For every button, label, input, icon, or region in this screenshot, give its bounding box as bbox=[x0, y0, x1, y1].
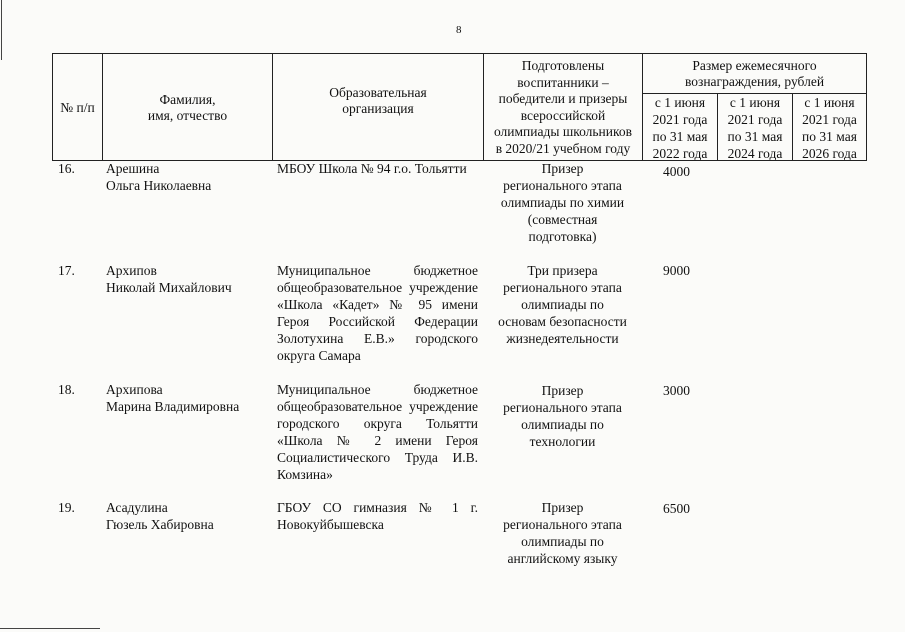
row-number: 17. bbox=[58, 263, 75, 278]
row-organization: ГБОУ СО гимназия № 1 г. Новокуйбышевска bbox=[277, 500, 478, 532]
header-reward: Размер ежемесячного вознаграждения, рублей bbox=[642, 53, 867, 93]
page-number: 8 bbox=[456, 24, 462, 36]
row-number: 16. bbox=[58, 161, 75, 176]
header-org: Образовательная организация bbox=[272, 53, 483, 161]
row-organization: МБОУ Школа № 94 г.о. Тольятти bbox=[277, 161, 467, 176]
header-period-2: с 1 июня 2021 года по 31 мая 2024 года bbox=[717, 93, 792, 161]
row-number: 18. bbox=[58, 382, 75, 397]
row-amount: 4000 bbox=[663, 164, 690, 179]
header-period-3: с 1 июня 2021 года по 31 мая 2026 года bbox=[792, 93, 867, 161]
row-achievement: Три призера регионального этапа олимпиады по основам безопасности жизнедеятельности bbox=[498, 263, 627, 346]
row-name: Архипов Николай Михайлович bbox=[106, 263, 232, 295]
row-achievement: Призер регионального этапа олимпиады по английскому языку bbox=[503, 500, 622, 566]
row-name: Асадулина Гюзель Хабировна bbox=[106, 500, 214, 532]
header-achievement: Подготовлены воспитанники – победители и призеры всероссийской олимпиады школьников в 2020/21 учебном году bbox=[483, 53, 642, 161]
row-amount: 3000 bbox=[663, 383, 690, 398]
header-name: Фамилия, имя, отчество bbox=[102, 53, 272, 161]
row-achievement: Призер регионального этапа олимпиады по химии (совместная подготовка) bbox=[500, 161, 625, 244]
row-amount: 9000 bbox=[663, 263, 690, 278]
row-name: Архипова Марина Владимировна bbox=[106, 382, 240, 414]
header-num: № п/п bbox=[52, 53, 102, 161]
row-number: 19. bbox=[58, 500, 75, 515]
header-period-1: с 1 июня 2021 года по 31 мая 2022 года bbox=[642, 93, 717, 161]
row-name: Арешина Ольга Николаевна bbox=[106, 161, 212, 193]
row-achievement: Призер регионального этапа олимпиады по технологии bbox=[503, 383, 622, 449]
scan-edge-mark bbox=[1, 0, 2, 60]
row-organization: Муниципальное бюджетное общеобразовательное учреждение «Школа «Кадет» № 95 имени Героя Российской Федерации Золотухина Е.В.» городского округа Самара bbox=[277, 263, 478, 363]
row-organization: Муниципальное бюджетное общеобразовательное учреждение городского округа Тольятти «Школа № 2 имени Героя Социалистического Труда И.В. Комзина» bbox=[277, 382, 478, 482]
row-amount: 6500 bbox=[663, 501, 690, 516]
scan-bottom-line bbox=[0, 628, 100, 629]
